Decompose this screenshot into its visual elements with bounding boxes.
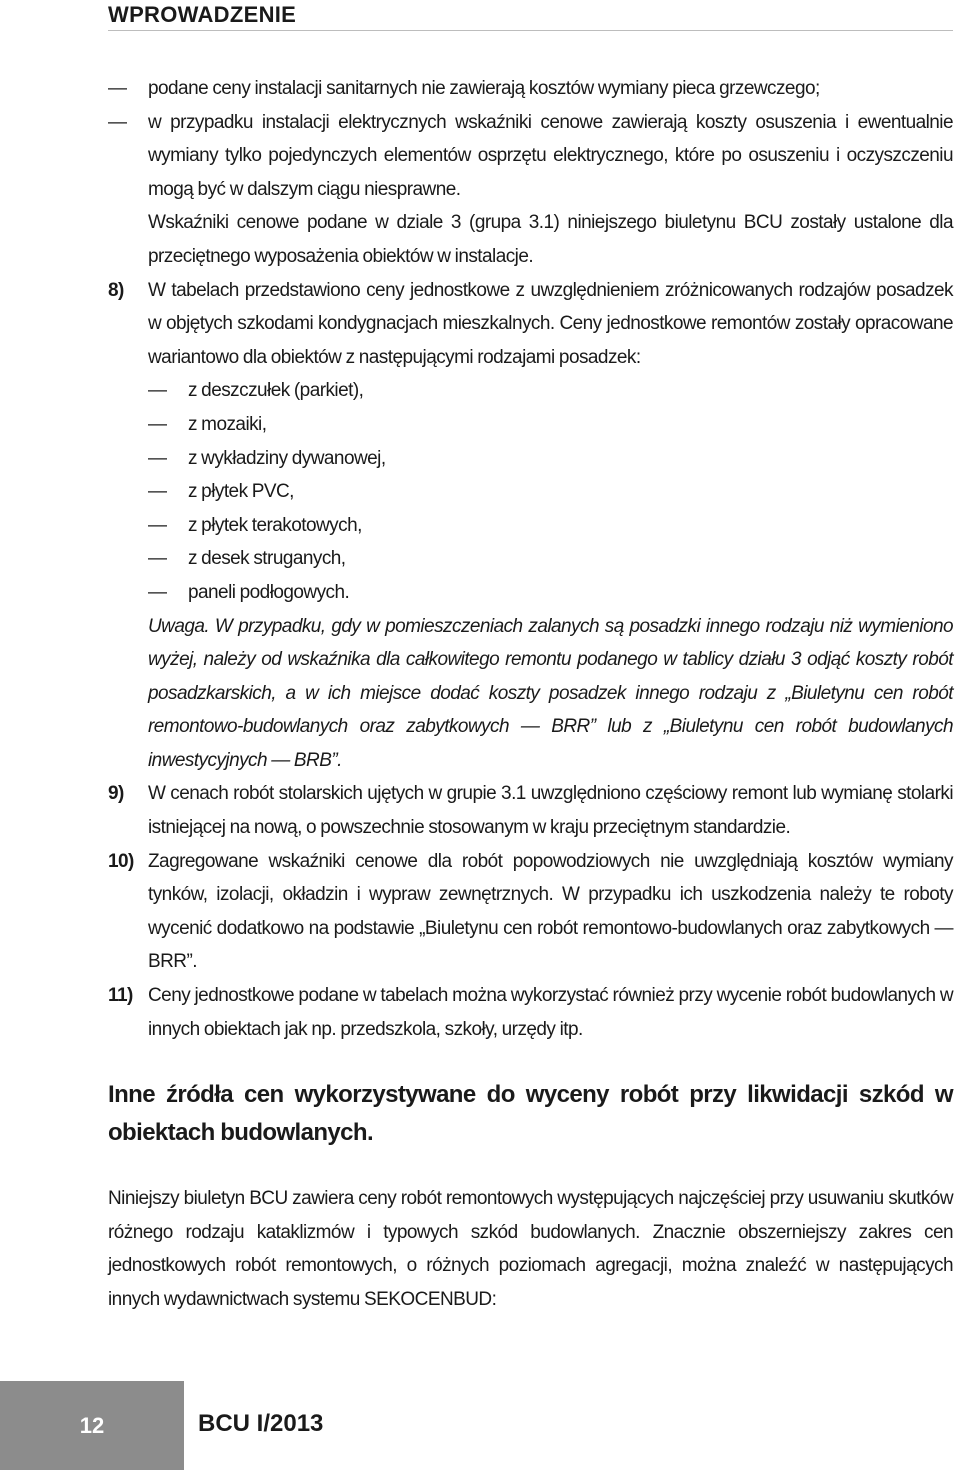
dash-marker: — <box>148 481 167 503</box>
floor-type-item <box>108 542 953 576</box>
dash-marker: — <box>148 514 167 536</box>
item-number: 8) <box>108 279 124 301</box>
dash-marker: — <box>148 380 167 402</box>
numbered-item-9 <box>108 777 953 844</box>
floor-type-text: paneli podłogowych. <box>188 581 350 603</box>
dash-marker: — <box>148 581 167 603</box>
header-divider <box>108 30 953 31</box>
item-number: 9) <box>108 783 124 805</box>
dash-marker: — <box>148 413 167 435</box>
list-item <box>108 106 953 207</box>
list-item-text: podane ceny instalacji sanitarnych nie zawierają kosztów wymiany pieca grzewczego; <box>148 78 820 99</box>
page-number: 12 <box>79 1412 105 1438</box>
item-number: 11) <box>108 985 133 1007</box>
floor-type-text: z deszczułek (parkiet), <box>188 380 364 402</box>
section-intro-paragraph: Niniejszy biuletyn BCU zawiera ceny robót remontowych występujących najczęściej przy usuwaniu skutków różnego rodzaju kataklizmów i typowych szkód budowlanych. Znacznie obszerniejszy zakres cen jednostkowych robót remontowych, o różnych poziomach agregacji, można znaleźć w następujących innych wydawnictwach systemu SEKOCENBUD: <box>108 1188 953 1310</box>
floor-type-text: z płytek terakotowych, <box>188 514 362 536</box>
floor-type-item <box>108 374 953 408</box>
item-text: Zagregowane wskaźniki cenowe dla robót popowodziowych nie uwzględniają kosztów wymiany tynków, izolacji, okładzin i wypraw zewnętrznych. W przypadku ich uszkodzenia należy te roboty wycenić dodatkowo na podstawie „Biuletynu cen robót remontowo-budowlanych oraz zabytkowych — BRR”. <box>148 850 953 973</box>
list-item-text: w przypadku instalacji elektrycznych wskaźniki cenowe zawierają koszty osuszenia i ewentualnie wymiany tylko pojedynczych elementów osprzętu elektrycznego, które po osuszeniu i oczyszczeniu mogą być w dalszym ciągu niesprawne. <box>148 111 953 200</box>
item-text: W cenach robót stolarskich ujętych w grupie 3.1 uwzględniono częściowy remont lub wymianę stolarki istniejącej na nową, o powszechnie stosowanym w kraju przeciętnym standardzie. <box>148 783 953 839</box>
dash-marker: — <box>148 548 167 570</box>
dash-marker: — <box>108 78 127 99</box>
floor-type-text: z płytek PVC, <box>188 481 294 503</box>
floor-type-item <box>108 442 953 476</box>
floor-type-text: z mozaiki, <box>188 413 267 435</box>
list-item <box>108 72 953 106</box>
numbered-item-8 <box>108 274 953 375</box>
item-text: Ceny jednostkowe podane w tabelach można wykorzystać również przy wycenie robót budowlanych w innych obiektach jak np. przedszkola, szkoły, urzędy itp. <box>148 985 953 1040</box>
section-heading: Inne źródła cen wykorzystywane do wyceny robót przy likwidacji szkód w obiektach budowlanych. <box>108 1081 953 1147</box>
floor-type-item <box>108 509 953 543</box>
floor-type-text: z desek struganych, <box>188 548 346 570</box>
publication-title: BCU I/2013 <box>198 1410 324 1437</box>
list-note: Wskaźniki cenowe podane w dziale 3 (grupa 3.1) niniejszego biuletynu BCU zostały ustalone dla przeciętnego wyposażenia obiektów w instalacje. <box>148 212 953 267</box>
floor-type-item <box>108 475 953 509</box>
floor-type-item <box>108 408 953 442</box>
main-content <box>108 72 953 1317</box>
floor-type-item <box>108 576 953 610</box>
floor-type-text: z wykładziny dywanowej, <box>188 447 386 469</box>
numbered-item-11 <box>108 979 953 1046</box>
dash-marker: — <box>108 111 127 133</box>
dash-marker: — <box>148 447 167 469</box>
item-text: W tabelach przedstawiono ceny jednostkowe z uwzględnieniem zróżnicowanych rodzajów posadzek w objętych szkodami kondygnacjach mieszkalnych. Ceny jednostkowe remontów zostały opracowane wariantowo dla obiektów z następującymi rodzajami posadzek: <box>148 279 953 368</box>
note-paragraph: Uwaga. W przypadku, gdy w pomieszczeniach zalanych są posadzki innego rodzaju niż wymieniono wyżej, należy od wskaźnika dla całkowitego remontu podanego w tablicy działu 3 odjąć koszty robót posadzkarskich, a w ich miejsce dodać koszty posadzek innego rodzaju z „Biuletynu cen robót remontowo-budowlanych oraz zabytkowych — BRR” lub z „Biuletynu cen robót budowlanych inwestycyjnych — BRB”. <box>148 615 953 771</box>
numbered-item-10 <box>108 845 953 979</box>
page-header-title: WPROWADZENIE <box>108 2 297 27</box>
item-number: 10) <box>108 850 134 872</box>
